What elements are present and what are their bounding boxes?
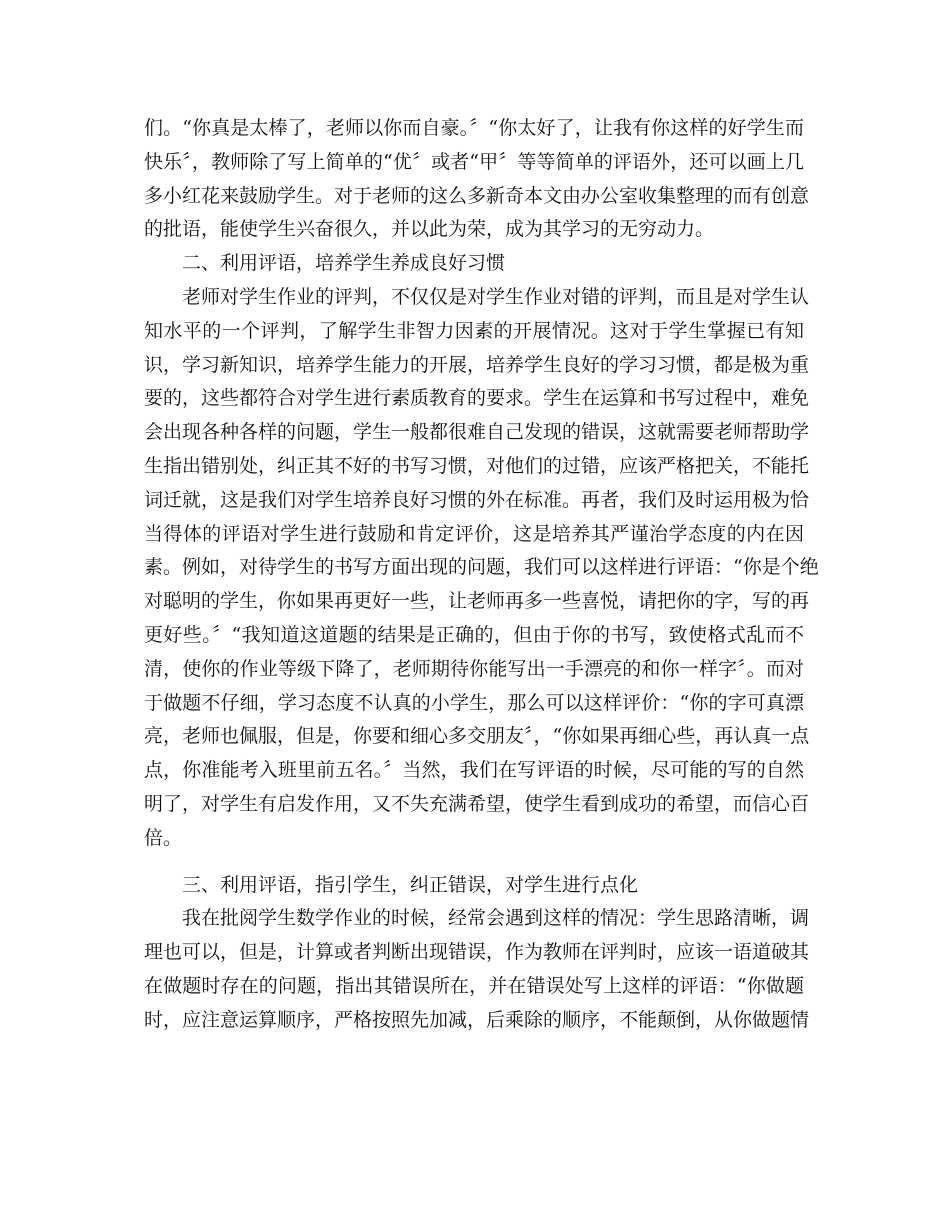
text-line: 理也可以，但是，计算或者判断出现错误，作为教师在评判时，应该一语道破其 — [144, 941, 810, 964]
text-line: 当得体的评语对学生进行鼓励和肯定评价，这是培养其严谨治学态度的内在因 — [144, 522, 804, 545]
section-heading — [144, 247, 804, 281]
heading-line: 三、利用评语，指引学生，纠正错误，对学生进行点化 — [144, 873, 639, 896]
text-line: 明了，对学生有启发作用，又不失充满希望，使学生看到成功的希望，而信心百 — [144, 792, 810, 815]
text-line: 于做题不仔细，学习态度不认真的小学生，那么可以这样评价：“你的字可真漂 — [144, 691, 804, 714]
text-line: 们。“你真是太棒了，老师以你而自豪。〞“你太好了，让我有你这样的好学生而 — [144, 117, 804, 139]
text-line: 识，学习新知识，培养学生能力的开展，培养学生良好的学习习惯，都是极为重 — [144, 353, 810, 376]
text-line: 老师对学生作业的评判，不仅仅是对学生作业对错的评判，而且是对学生认 — [144, 285, 810, 308]
text-line: 词迁就，这是我们对学生培养良好习惯的外在标准。再者，我们及时运用极为恰 — [144, 488, 810, 511]
text-line: 知水平的一个评判，了解学生非智力因素的开展情况。这对于学生掌握已有知 — [144, 319, 804, 342]
text-line: 更好些。〞“我知道这道题的结果是正确的，但由于你的书写，致使格式乱而不 — [144, 623, 804, 646]
text-line: 生指出错别处，纠正其不好的书写习惯，对他们的过错，应该严格把关，不能托 — [144, 454, 810, 477]
text-line: 清，使你的作业等级下降了，老师期待你能写出一手漂亮的和你一样字〞。而对 — [144, 657, 804, 680]
text-line: 素。例如，对待学生的书写方面出现的问题，我们可以这样进行评语：“你是个绝 — [144, 556, 819, 579]
document-page — [144, 112, 819, 1038]
text-line: 点，你准能考入班里前五名。〞当然，我们在写评语的时候，尽可能的写的自然 — [144, 759, 804, 782]
text-line: 的批语，能使学生兴奋很久，并以此为荣，成为其学习的无穷动力。 — [144, 218, 715, 241]
text-line: 时，应注意运算顺序，严格按照先加减，后乘除的顺序，不能颠倒，从你做题情 — [144, 1008, 810, 1031]
text-line: 对聪明的学生，你如果再更好一些，让老师再多一些喜悦，请把你的字，写的再 — [144, 590, 810, 613]
text-line: 我在批阅学生数学作业的时候，经常会遇到这样的情况：学生思路清晰，调 — [144, 907, 810, 930]
text-line: 多小红花来鼓励学生。对于老师的这么多新奇本文由办公室收集整理的而有创意 — [144, 184, 810, 207]
text-line: 亮，老师也佩服，但是，你要和细心多交朋友〞，“你如果再细心些，再认真一点 — [144, 725, 810, 748]
text-line: 会出现各种各样的问题，学生一般都很难自己发现的错误，这就需要老师帮助学 — [144, 421, 810, 444]
text-line: 倍。 — [144, 826, 183, 849]
text-line: 要的，这些都符合对学生进行素质教育的要求。学生在运算和书写过程中，难免 — [144, 387, 810, 410]
paragraph — [144, 902, 810, 1037]
text-line: 在做题时存在的问题，指出其错误所在，并在错误处写上这样的评语：“你做题 — [144, 974, 804, 997]
paragraph-gap — [144, 856, 804, 869]
section-heading — [144, 869, 804, 903]
paragraph — [144, 112, 810, 247]
text-line: 快乐〞，教师除了写上简单的“优〞或者“甲〞等等简单的评语外，还可以画上几 — [144, 150, 804, 173]
paragraph — [144, 281, 819, 856]
heading-line: 二、利用评语，培养学生养成良好习惯 — [144, 252, 506, 275]
